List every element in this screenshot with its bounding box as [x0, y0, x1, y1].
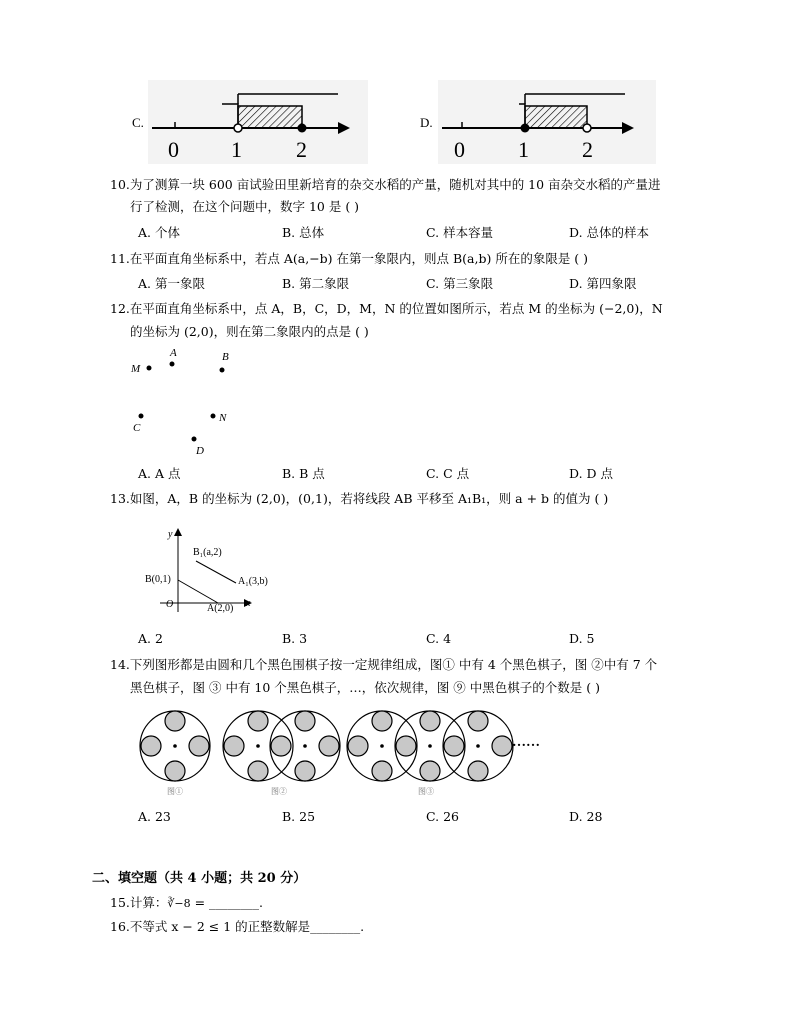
stone [396, 736, 416, 756]
answer-blank[interactable]: = ________. [190, 895, 264, 910]
segment-ab [178, 580, 218, 603]
point-label-d: D [196, 445, 204, 457]
center-dot [428, 744, 432, 748]
question-12-line2: 的坐标为 (2,0)，则在第二象限内的点是 ( ) [130, 324, 369, 339]
question-text: 下列图形都是由圆和几个黑色围棋子按一定规律组成，图① 中有 4 个黑色棋子，图 ②中有 7 个 [129, 657, 658, 672]
question-number: 16. [110, 919, 130, 934]
tick-label-2: 2 [296, 137, 307, 162]
stone [295, 711, 315, 731]
label-b: B(0,1) [145, 574, 171, 585]
section-heading: 二、填空题（共 4 小题；共 20 分） [92, 871, 307, 886]
stone [468, 711, 488, 731]
number-line-c [132, 80, 368, 164]
stone [295, 761, 315, 781]
point-label-a: A [170, 347, 177, 359]
open-circle [234, 124, 242, 132]
question-number: 14. [110, 657, 130, 672]
tick-label-2: 2 [582, 137, 593, 162]
stone [372, 761, 392, 781]
point-b [220, 368, 225, 373]
point-label-n: N [219, 412, 227, 424]
q13-option-a[interactable]: A. 2 [138, 631, 163, 646]
label-a1: A₁(3,b) [238, 576, 268, 587]
question-text: 在平面直角坐标系中，点 A，B，C，D，M，N 的位置如图所示，若点 M 的坐标为 (−2,0)，N [129, 301, 663, 316]
q12-option-b[interactable]: B. B 点 [282, 466, 325, 481]
option-letter-d: D. [420, 115, 433, 130]
center-dot [476, 744, 480, 748]
center-dot [303, 744, 307, 748]
stone [444, 736, 464, 756]
stone [248, 761, 268, 781]
figure-label-3: 图③ [418, 787, 434, 796]
question-text: 如图，A，B 的坐标为 (2,0)，(0,1)，若将线段 AB 平移至 A₁B₁，则 a + b 的值为 ( ) [129, 491, 609, 506]
q12-option-a[interactable]: A. A 点 [138, 466, 181, 481]
question-number: 11. [110, 251, 130, 266]
tick-label-1: 1 [518, 137, 529, 162]
figure-label-2: 图② [271, 787, 287, 796]
hatched-region [238, 106, 302, 128]
option-letter-c: C. [132, 115, 144, 130]
cube-root-expression: ∛−8 [167, 897, 191, 910]
figure-1 [140, 711, 210, 781]
point-c [139, 414, 144, 419]
question-number: 13. [110, 491, 130, 506]
stone [492, 736, 512, 756]
q14-figures [140, 711, 540, 796]
tick-label-0: 0 [454, 137, 465, 162]
question-text: 不等式 x − 2 ≤ 1 的正整数解是________. [129, 919, 365, 934]
stone [165, 711, 185, 731]
question-15 [110, 894, 263, 913]
tick-label-0: 0 [168, 137, 179, 162]
filled-circle [298, 124, 307, 133]
q13-option-b[interactable]: B. 3 [282, 631, 308, 646]
stone [224, 736, 244, 756]
point-d [192, 437, 197, 442]
number-line-d [420, 80, 656, 164]
point-a [170, 362, 175, 367]
q11-option-b[interactable]: B. 第二象限 [282, 276, 350, 291]
q10-option-b[interactable]: B. 总体 [282, 225, 325, 240]
origin-label: O [166, 599, 174, 610]
x-axis-label: x [246, 598, 251, 609]
figure-3 [347, 711, 513, 781]
q10-option-a[interactable]: A. 个体 [138, 225, 180, 240]
center-dot [256, 744, 260, 748]
question-13 [110, 490, 608, 508]
point-n [211, 414, 216, 419]
point-label-c: C [133, 422, 141, 434]
q11-option-a[interactable]: A. 第一象限 [138, 276, 205, 291]
segment-a1b1 [196, 561, 236, 583]
question-text: 为了测算一块 600 亩试验田里新培育的杂交水稻的产量，随机对其中的 10 亩杂交水稻的产量进 [129, 177, 661, 192]
point-m [147, 366, 152, 371]
q13-coordinate-graph [145, 529, 268, 614]
q10-option-d[interactable]: D. 总体的样本 [569, 225, 650, 240]
q13-option-c[interactable]: C. 4 [426, 631, 452, 646]
question-number: 10. [110, 177, 130, 192]
stone [420, 711, 440, 731]
q14-option-d[interactable]: D. 28 [569, 809, 603, 824]
question-number: 12. [110, 301, 130, 316]
stone [372, 711, 392, 731]
stone [420, 761, 440, 781]
stone [165, 761, 185, 781]
label-a: A(2,0) [207, 603, 234, 614]
stone [271, 736, 291, 756]
question-11 [110, 250, 588, 268]
q11-option-d[interactable]: D. 第四象限 [569, 276, 637, 291]
q11-option-c[interactable]: C. 第三象限 [426, 276, 494, 291]
figure-2 [223, 711, 340, 781]
tick-label-1: 1 [231, 137, 242, 162]
question-14-line2: 黑色棋子，图 ③ 中有 10 个黑色棋子，…，依次规律，图 ⑨ 中黑色棋子的个数是 ( ) [130, 680, 600, 695]
stone [248, 711, 268, 731]
stone [189, 736, 209, 756]
point-label-b: B [222, 351, 229, 363]
question-prefix: 计算： [129, 895, 168, 910]
y-axis-label: y [168, 529, 173, 540]
filled-circle [521, 124, 530, 133]
question-16 [110, 918, 364, 936]
question-10 [110, 176, 661, 194]
question-10-line2: 行了检测，在这个问题中，数字 10 是 ( ) [130, 199, 360, 214]
question-text: 在平面直角坐标系中，若点 A(a,−b) 在第一象限内，则点 B(a,b) 所在的象限是 ( ) [129, 251, 589, 266]
open-circle [583, 124, 591, 132]
q12-option-d[interactable]: D. D 点 [569, 466, 614, 481]
stone [348, 736, 368, 756]
q13-option-d[interactable]: D. 5 [569, 631, 595, 646]
stone [141, 736, 161, 756]
q14-option-c[interactable]: C. 26 [426, 809, 459, 824]
question-14 [110, 656, 657, 674]
figure-label-1: 图① [167, 787, 183, 796]
label-b1: B₁(a,2) [193, 547, 222, 558]
ellipsis: …… [512, 735, 540, 750]
q14-option-b[interactable]: B. 25 [282, 809, 316, 824]
center-dot [380, 744, 384, 748]
q12-option-c[interactable]: C. C 点 [426, 466, 470, 481]
hatched-region [525, 106, 587, 128]
stone [319, 736, 339, 756]
q14-option-a[interactable]: A. 23 [138, 809, 171, 824]
stone [468, 761, 488, 781]
question-12 [110, 300, 663, 318]
point-label-m: M [131, 363, 141, 375]
center-dot [173, 744, 177, 748]
q10-option-c[interactable]: C. 样本容量 [426, 225, 494, 240]
question-number: 15. [110, 895, 130, 910]
q12-points-figure [130, 347, 229, 457]
